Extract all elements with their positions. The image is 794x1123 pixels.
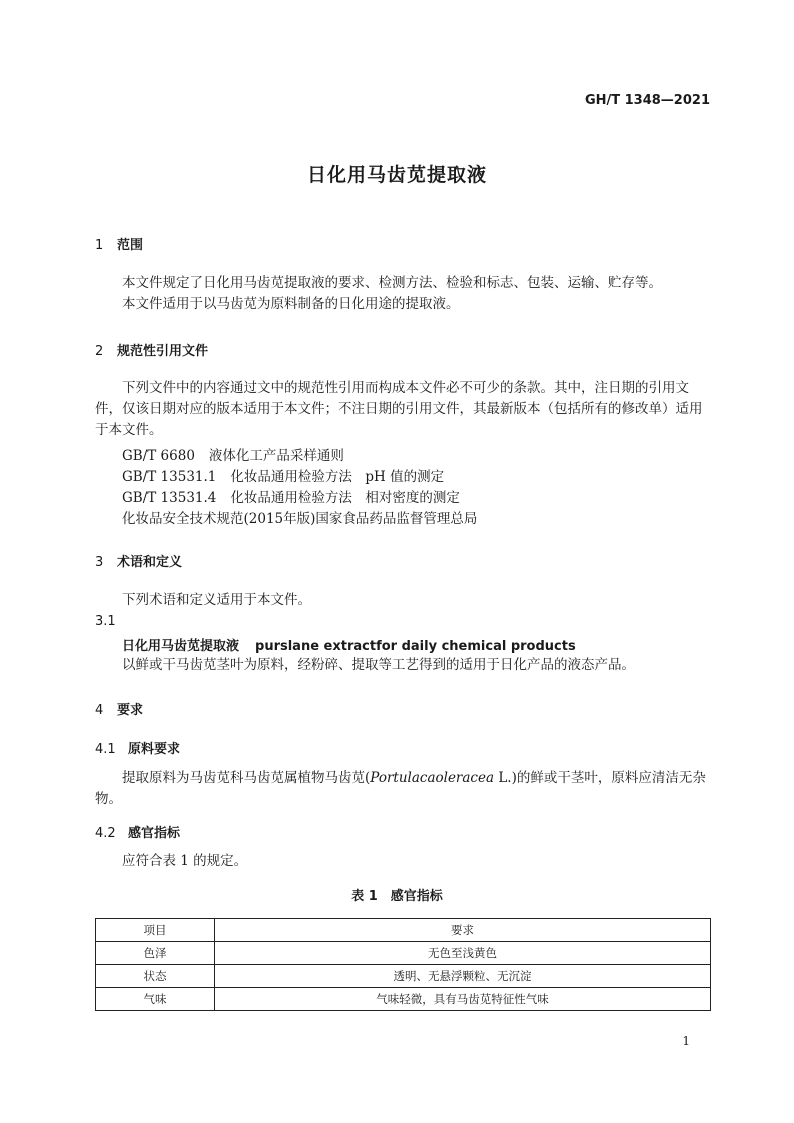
section-1-paragraph-2: 本文件适用于以马齿苋为原料制备的日化用途的提取液。 <box>122 296 460 312</box>
section-title: 感官指标 <box>128 826 181 841</box>
section-number: 3 <box>95 555 104 570</box>
reference-code: GB/T 13531.1 <box>122 469 217 485</box>
standard-code: GH/T 1348—2021 <box>584 93 710 108</box>
reference-item <box>122 507 477 527</box>
section-4-1-heading <box>95 738 180 757</box>
reference-code: GB/T 6680 <box>122 448 195 464</box>
table-cell: 色泽 <box>96 942 215 965</box>
section-number: 2 <box>95 344 104 359</box>
term-chinese: 日化用马齿苋提取液 <box>122 639 240 654</box>
page-number: 1 <box>682 1034 690 1048</box>
section-number: 4.2 <box>95 826 116 841</box>
text-run: L.)的鲜或干茎叶，原料应清洁无杂物。 <box>95 770 706 807</box>
table-cell: 状态 <box>96 965 215 988</box>
table-header-cell: 项目 <box>96 919 215 942</box>
reference-title: 化妆品通用检验方法 pH 值的测定 <box>230 469 445 485</box>
section-title: 规范性引用文件 <box>117 344 209 359</box>
term-english: purslane extractfor daily chemical products <box>255 639 576 654</box>
text-run: 提取原料为马齿苋科马齿苋属植物马齿苋( <box>122 770 371 786</box>
term-entry <box>122 635 576 654</box>
reference-code: GB/T 13531.4 <box>122 490 217 506</box>
reference-title: 化妆品通用检验方法 相对密度的测定 <box>230 490 460 506</box>
table-caption: 表 1 感官指标 <box>351 889 443 904</box>
table-header-row <box>96 919 711 942</box>
section-number: 4.1 <box>95 742 116 757</box>
section-2-paragraph: 下列文件中的内容通过文中的规范性引用而构成本文件必不可少的条款。其中，注日期的引用文件，仅该日期对应的版本适用于本文件；不注日期的引用文件，其最新版本（包括所有的修改单）适用于本文件。 <box>95 380 703 438</box>
section-3-paragraph: 下列术语和定义适用于本文件。 <box>122 592 311 608</box>
table-row <box>96 965 711 988</box>
section-title: 范围 <box>117 238 144 253</box>
table-cell: 无色至浅黄色 <box>215 942 711 965</box>
section-2-heading <box>95 340 208 359</box>
document-title: 日化用马齿苋提取液 <box>306 164 487 186</box>
table-row <box>96 942 711 965</box>
section-3-heading <box>95 551 182 570</box>
sensory-table <box>95 918 711 1011</box>
latin-name: Portulacaoleracea <box>370 770 495 786</box>
reference-item <box>122 444 344 464</box>
section-4-2-heading <box>95 822 180 841</box>
section-4-2-paragraph: 应符合表 1 的规定。 <box>122 853 248 869</box>
table-cell: 透明、无悬浮颗粒、无沉淀 <box>215 965 711 988</box>
reference-item <box>122 486 460 506</box>
section-4-heading <box>95 699 143 718</box>
reference-item <box>122 465 444 485</box>
table-cell: 气味 <box>96 988 215 1011</box>
table-header-cell: 要求 <box>215 919 711 942</box>
term-number: 3.1 <box>95 614 116 629</box>
section-1-paragraph-1: 本文件规定了日化用马齿苋提取液的要求、检测方法、检验和标志、包装、运输、贮存等。 <box>122 275 662 291</box>
section-title: 要求 <box>117 703 144 718</box>
section-number: 1 <box>95 238 104 253</box>
term-definition: 以鲜或干马齿苋茎叶为原料，经粉碎、提取等工艺得到的适用于日化产品的液态产品。 <box>122 657 635 673</box>
table-cell: 气味轻微，具有马齿苋特征性气味 <box>215 988 711 1011</box>
table-row <box>96 988 711 1011</box>
section-number: 4 <box>95 703 104 718</box>
reference-title: 液体化工产品采样通则 <box>208 448 344 464</box>
section-title: 术语和定义 <box>117 555 183 570</box>
reference-title: 化妆品安全技术规范(2015年版)国家食品药品监督管理总局 <box>122 511 478 527</box>
section-title: 原料要求 <box>128 742 181 757</box>
section-4-1-paragraph <box>95 768 710 810</box>
section-1-heading <box>95 234 143 253</box>
